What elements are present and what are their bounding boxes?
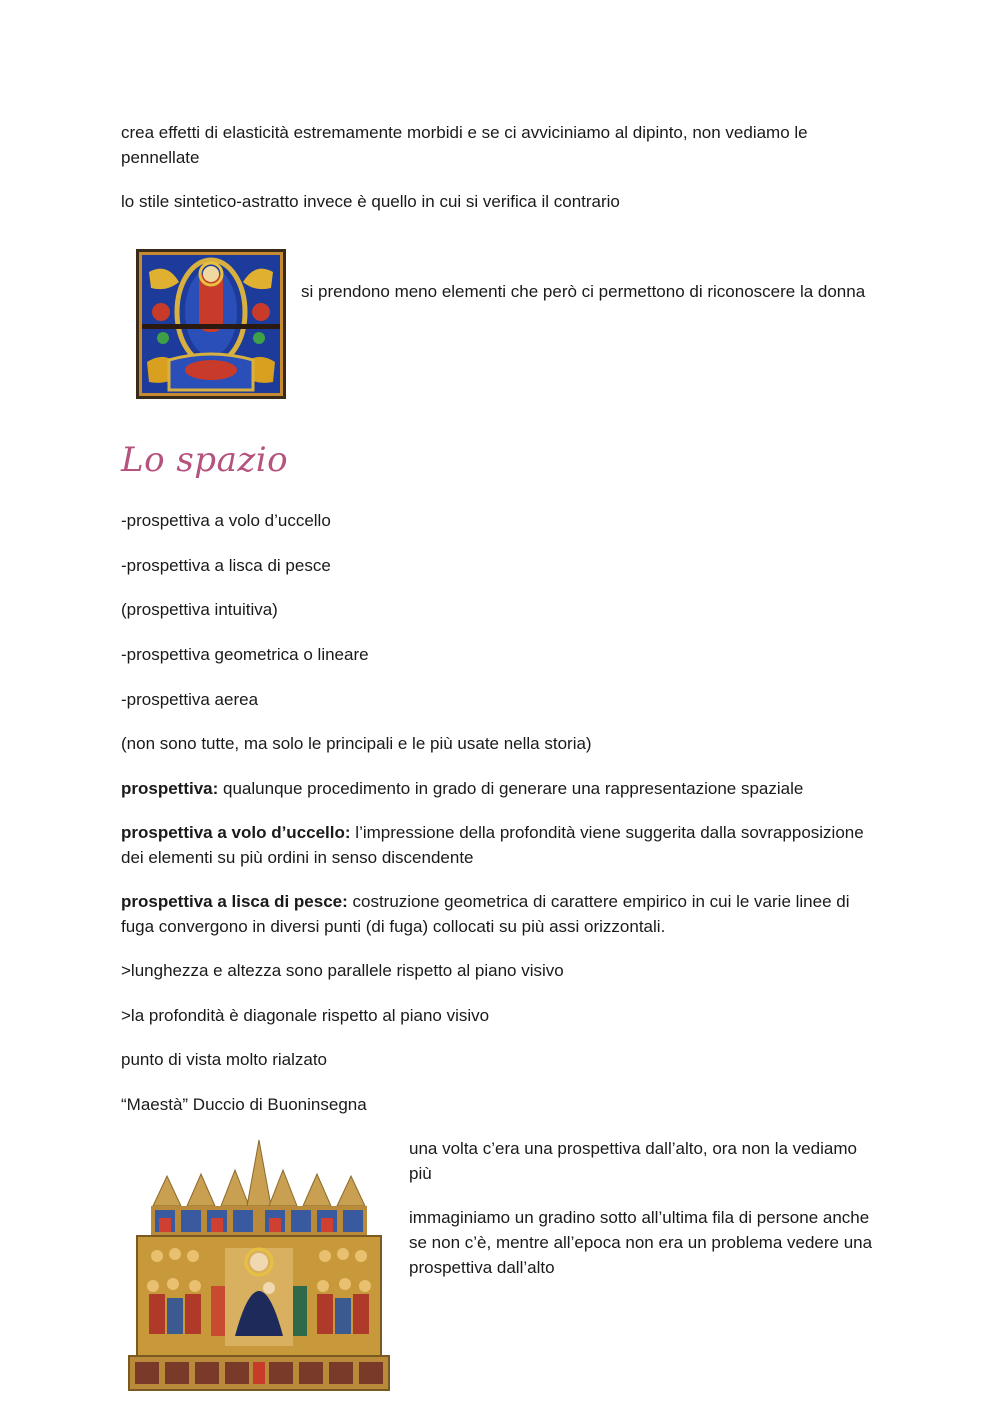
- paragraph-synthetic-style: lo stile sintetico-astratto invece è quello in cui si verifica il contrario: [121, 192, 620, 211]
- list-item: -prospettiva a volo d’uccello: [121, 511, 331, 530]
- definition-text: l’impressione della profondità viene suggerita dalla sovrapposizione dei elementi su più ordini in senso discendente: [121, 823, 864, 867]
- definition-lisca-pesce: [121, 889, 881, 939]
- list-item: (non sono tutte, ma solo le principali e le più usate nella storia): [121, 734, 592, 753]
- note-line: >lunghezza e altezza sono parallele rispetto al piano visivo: [121, 961, 564, 980]
- definition-text: costruzione geometrica di carattere empirico in cui le varie linee di fuga convergono in diversi punti (di fuga) collocati su più assi orizzontali.: [121, 892, 850, 936]
- section-title: Lo spazio: [121, 440, 289, 480]
- definition-volo-uccello: [121, 820, 881, 870]
- note-line: punto di vista molto rialzato: [121, 1050, 327, 1069]
- list-item: -prospettiva aerea: [121, 690, 259, 709]
- list-item: (prospettiva intuitiva): [121, 600, 278, 619]
- list-item: -prospettiva a lisca di pesce: [121, 556, 331, 575]
- definition-prospettiva: [121, 776, 881, 801]
- note-line: >la profondità è diagonale rispetto al piano visivo: [121, 1006, 490, 1025]
- artwork-title: “Maestà” Duccio di Buoninsegna: [121, 1095, 367, 1114]
- list-item: -prospettiva geometrica o lineare: [121, 645, 369, 664]
- definition-term: prospettiva a lisca di pesce:: [121, 892, 348, 911]
- definition-text: qualunque procedimento in grado di generare una rappresentazione spaziale: [218, 779, 804, 798]
- definition-term: prospettiva:: [121, 779, 219, 798]
- definition-term: prospettiva a volo d’uccello:: [121, 823, 351, 842]
- maesta-text-2: immaginiamo un gradino sotto all’ultima fila di persone anche se non c’è, mentre all’epoca non era un problema vedere una prospettiva dall’alto: [409, 1208, 873, 1277]
- maesta-text-1: una volta c’era una prospettiva dall’alto, ora non la vediamo più: [409, 1139, 857, 1183]
- glass-caption: si prendono meno elementi che però ci permettono di riconoscere la donna: [301, 282, 866, 301]
- stained-glass-image: [136, 249, 286, 399]
- maesta-altarpiece-image: [123, 1136, 395, 1394]
- paragraph-elasticity: crea effetti di elasticità estremamente morbidi e se ci avviciniamo al dipinto, non vediamo le pennellate: [121, 123, 808, 167]
